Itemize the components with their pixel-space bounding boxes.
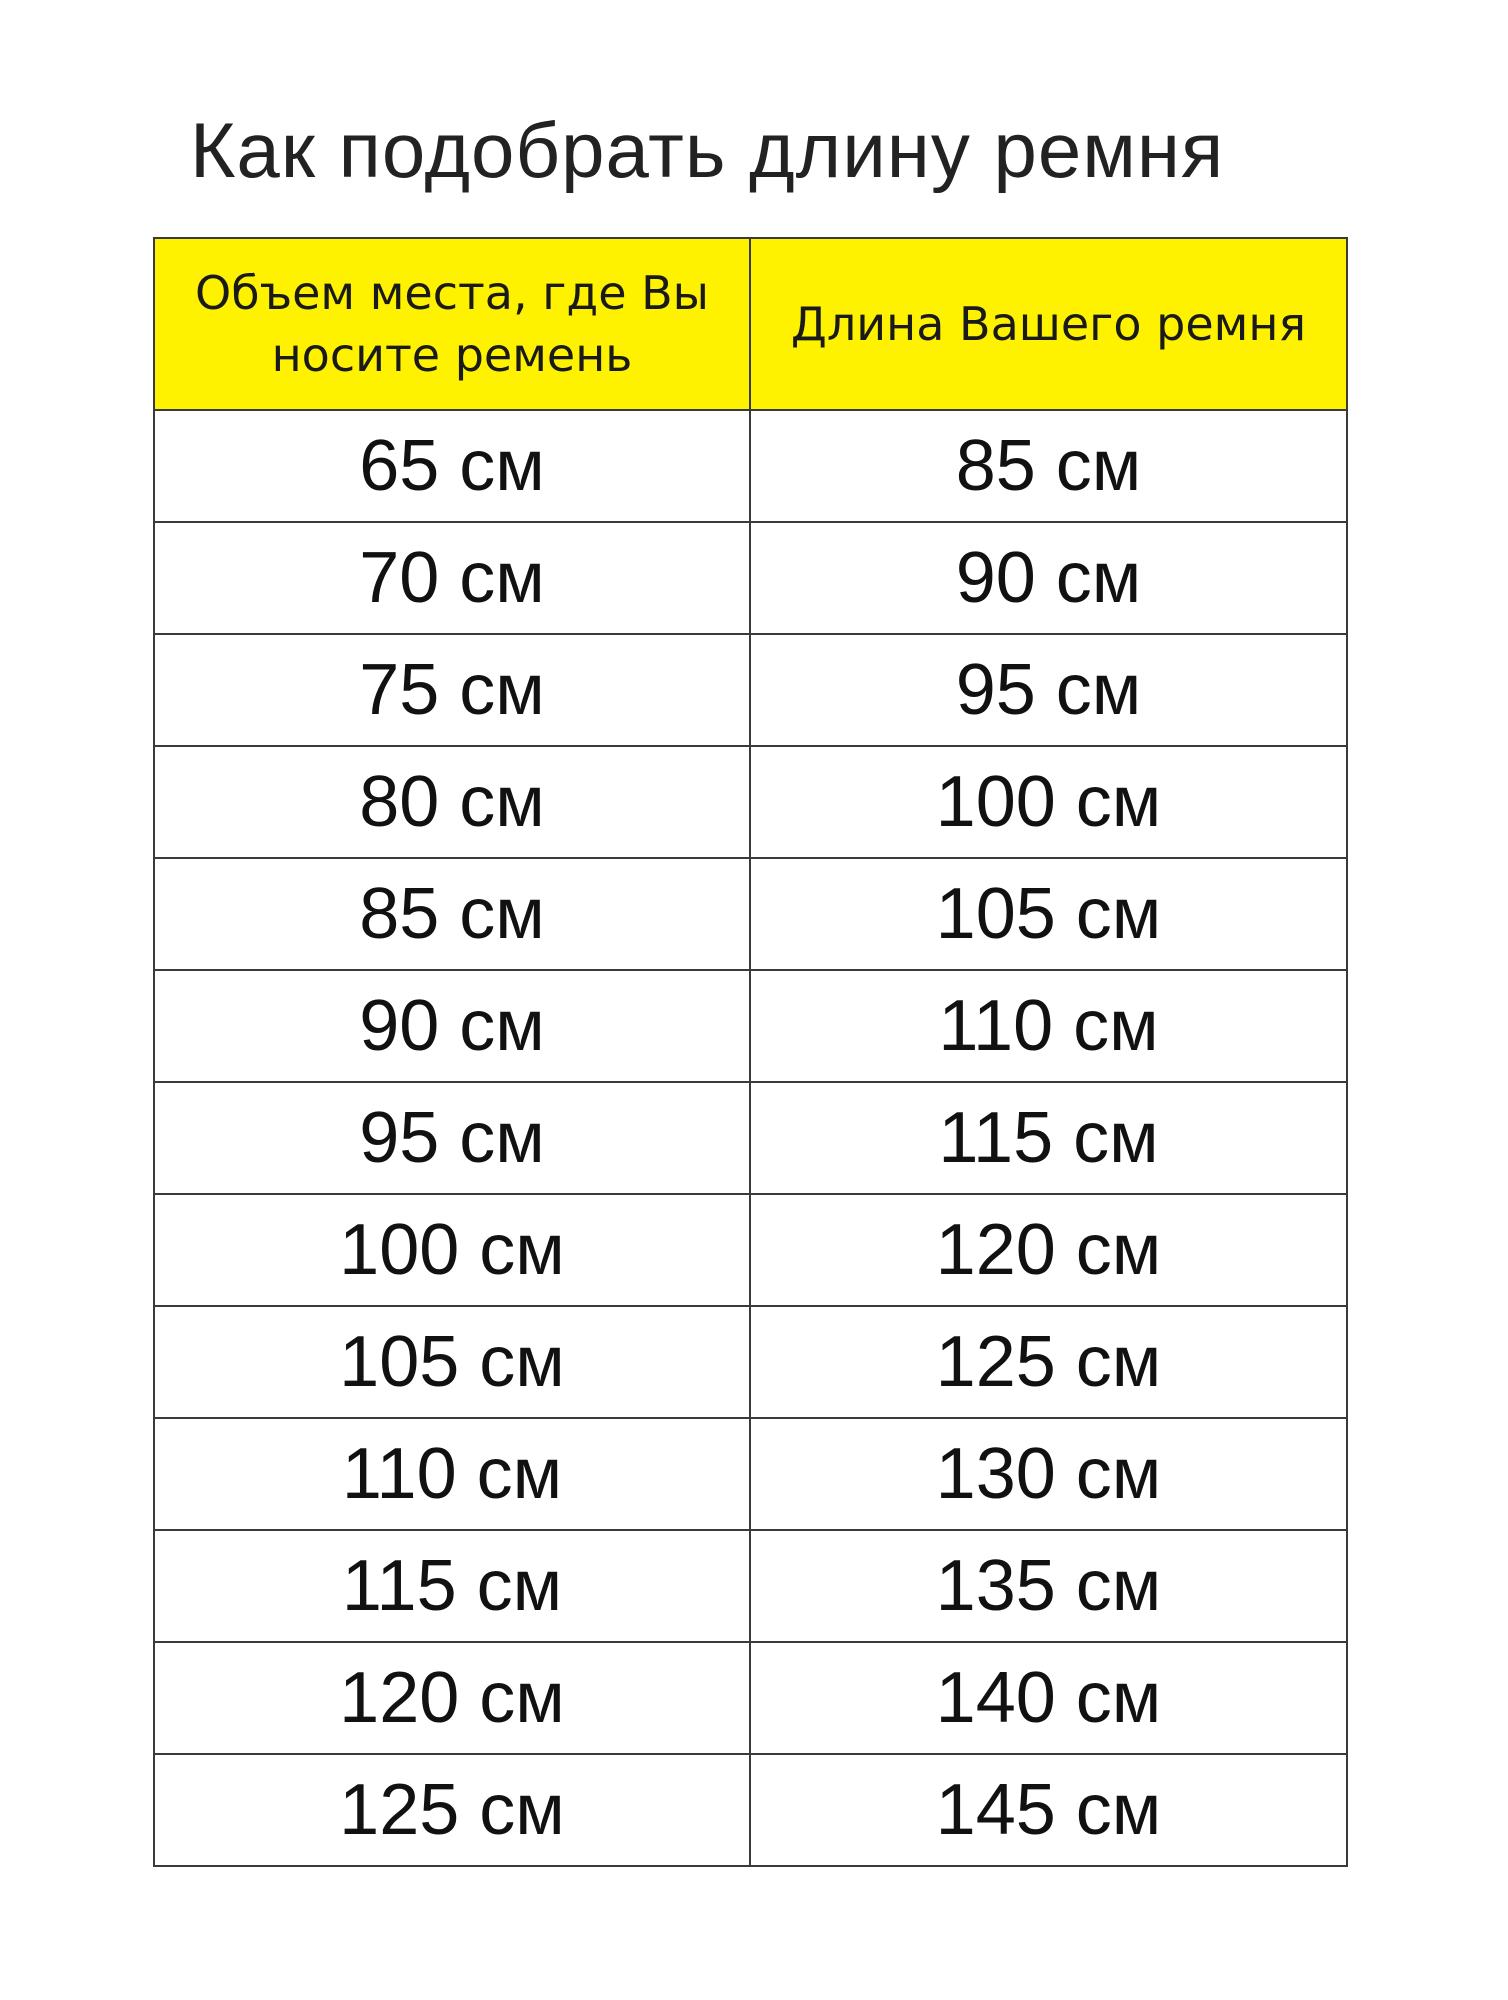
waist-size-cell: 65 см [154,410,750,522]
belt-length-cell: 110 см [750,970,1347,1082]
table-row [154,1642,1347,1754]
table-header-row [154,238,1347,410]
header-waist-circumference [154,238,750,410]
waist-size-cell: 105 см [154,1306,750,1418]
belt-length-cell: 100 см [750,746,1347,858]
header-belt-length-label: Длина Вашего ремня [790,297,1307,351]
belt-length-cell: 145 см [750,1754,1347,1866]
table-row [154,1082,1347,1194]
table-row [154,634,1347,746]
waist-size-cell: 100 см [154,1194,750,1306]
waist-size-cell: 80 см [154,746,750,858]
waist-size-cell: 75 см [154,634,750,746]
waist-size-cell: 125 см [154,1754,750,1866]
belt-length-cell: 95 см [750,634,1347,746]
table-row [154,858,1347,970]
table-row [154,970,1347,1082]
belt-length-cell: 105 см [750,858,1347,970]
waist-size-cell: 120 см [154,1642,750,1754]
table-row [154,1194,1347,1306]
belt-length-cell: 115 см [750,1082,1347,1194]
belt-length-cell: 90 см [750,522,1347,634]
page-title: Как подобрать длину ремня [190,106,1225,194]
table-row [154,1418,1347,1530]
table-row [154,410,1347,522]
belt-length-cell: 135 см [750,1530,1347,1642]
header-belt-length [750,238,1347,410]
header-waist-circumference-label: Объем места, где Вы носите ремень [195,266,709,382]
table-row [154,1306,1347,1418]
table-row [154,1754,1347,1866]
belt-length-cell: 140 см [750,1642,1347,1754]
belt-length-cell: 85 см [750,410,1347,522]
belt-length-cell: 130 см [750,1418,1347,1530]
belt-length-cell: 120 см [750,1194,1347,1306]
table-row [154,522,1347,634]
waist-size-cell: 115 см [154,1530,750,1642]
waist-size-cell: 95 см [154,1082,750,1194]
belt-size-table [153,237,1348,1867]
waist-size-cell: 110 см [154,1418,750,1530]
table-row [154,746,1347,858]
waist-size-cell: 70 см [154,522,750,634]
waist-size-cell: 85 см [154,858,750,970]
waist-size-cell: 90 см [154,970,750,1082]
table-row [154,1530,1347,1642]
belt-length-cell: 125 см [750,1306,1347,1418]
